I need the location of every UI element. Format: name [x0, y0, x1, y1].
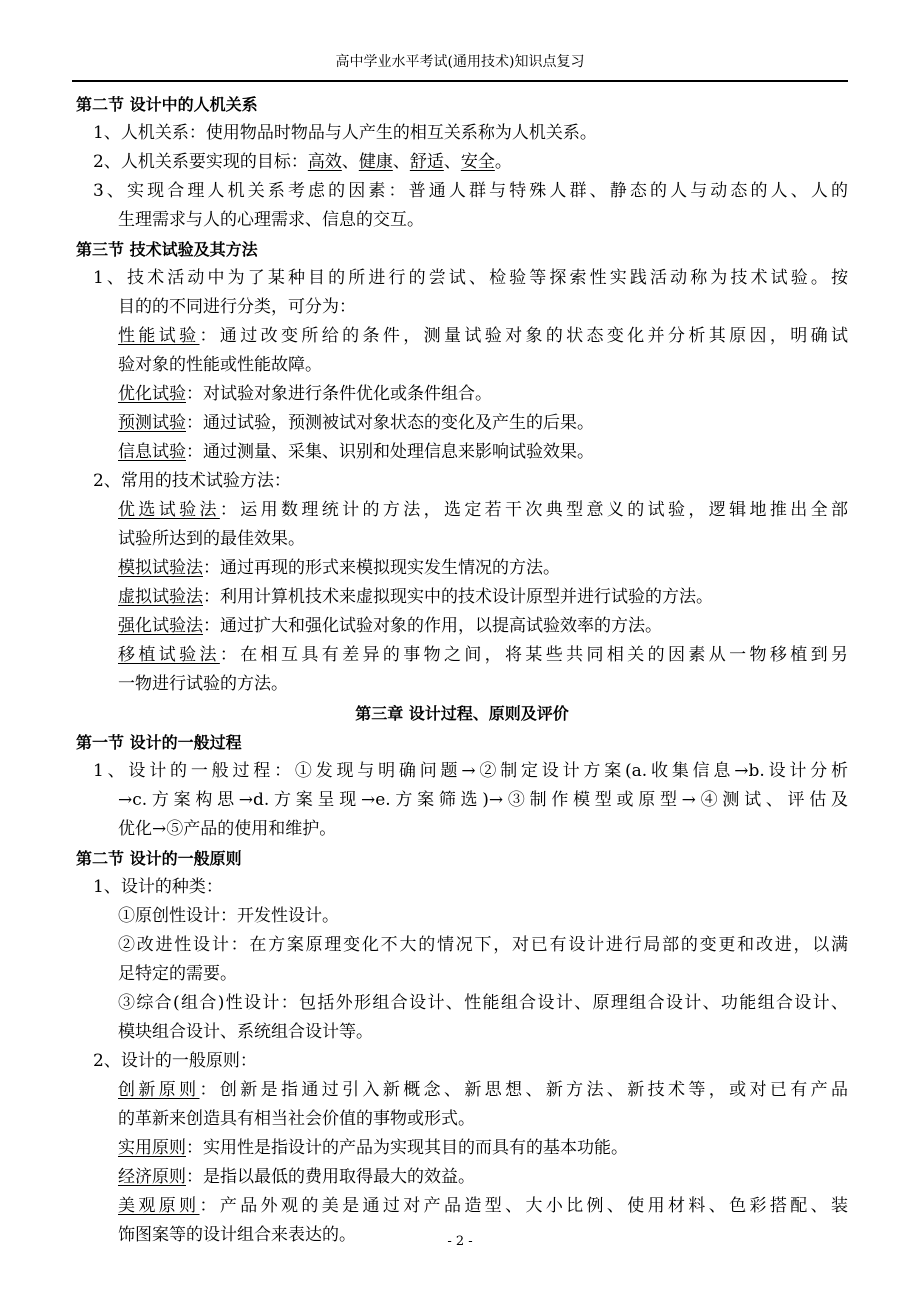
line-text: 1、技术活动中为了某种目的所进行的尝试、检验等探索性实践活动称为技术试验。按 — [93, 268, 848, 288]
text-line — [76, 206, 848, 235]
term-label: 性能试验 — [118, 326, 200, 346]
text-line — [76, 873, 848, 902]
line-text: 1、设计的种类： — [93, 877, 223, 897]
goal-term: 舒适 — [409, 152, 444, 172]
term-label: 模拟试验法 — [118, 558, 203, 578]
section-heading — [76, 235, 848, 264]
line-text: 目的的不同进行分类，可分为： — [118, 297, 356, 317]
text-line — [76, 148, 848, 177]
text-line — [76, 525, 848, 554]
goal-term: 高效 — [307, 152, 342, 172]
line-text: ②改进性设计：在方案原理变化不大的情况下，对已有设计进行局部的变更和改进，以满 — [118, 935, 848, 955]
document-body — [76, 90, 848, 1250]
text-line — [76, 322, 848, 351]
text-line — [76, 351, 848, 380]
punctuation: 。 — [494, 152, 512, 172]
term-label: 优选试验法 — [118, 500, 220, 520]
text-line — [76, 931, 848, 960]
line-text: 第三章 设计过程、原则及评价 — [355, 704, 569, 723]
running-header: 高中学业水平考试(通用技术)知识点复习 — [335, 54, 585, 70]
text-line — [76, 583, 848, 612]
punctuation: 、 — [341, 152, 359, 172]
text-line — [76, 264, 848, 293]
text-line — [76, 989, 848, 1018]
line-text: 第二节 设计中的人机关系 — [76, 95, 258, 114]
line-text: 3、实现合理人机关系考虑的因素：普通人群与特殊人群、静态的人与动态的人、人的 — [93, 181, 848, 201]
text-line — [76, 1192, 848, 1221]
text-line — [76, 554, 848, 583]
text-line — [76, 1047, 848, 1076]
line-text: 生理需求与人的心理需求、信息的交互。 — [118, 210, 424, 230]
line-text: ：通过扩大和强化试验对象的作用，以提高试验效率的方法。 — [203, 616, 662, 636]
term-label: 实用原则 — [118, 1138, 186, 1158]
section-heading — [76, 728, 848, 757]
section-heading — [76, 844, 848, 873]
line-text: 1、设计的一般过程：①发现与明确问题→②制定设计方案(a.收集信息→b.设计分析 — [93, 761, 848, 781]
text-line — [76, 119, 848, 148]
text-line — [76, 902, 848, 931]
term-label: 创新原则 — [118, 1080, 200, 1100]
line-text: 1、人机关系：使用物品时物品与人产生的相互关系称为人机关系。 — [93, 123, 597, 143]
line-text: 一物进行试验的方法。 — [118, 674, 288, 694]
text-line — [76, 1163, 848, 1192]
line-text: 第二节 设计的一般原则 — [76, 849, 242, 868]
text-line — [76, 960, 848, 989]
goal-term: 健康 — [358, 152, 393, 172]
line-text: 优化→⑤产品的使用和维护。 — [118, 819, 337, 839]
text-line — [76, 1076, 848, 1105]
term-label: 信息试验 — [118, 442, 186, 462]
line-text: ：是指以最低的费用取得最大的效益。 — [186, 1167, 475, 1187]
line-text: ：对试验对象进行条件优化或条件组合。 — [186, 384, 492, 404]
term-label: 虚拟试验法 — [118, 587, 203, 607]
line-text: ：在相互具有差异的事物之间，将某些共同相关的因素从一物移植到另 — [219, 645, 849, 665]
line-text: 足特定的需要。 — [118, 964, 237, 984]
text-line — [76, 496, 848, 525]
line-text: 第一节 设计的一般过程 — [76, 733, 242, 752]
line-text: ：通过改变所给的条件，测量试验对象的状态变化并分析其原因，明确试 — [199, 326, 849, 346]
goal-term: 安全 — [460, 152, 495, 172]
line-text: 2、常用的技术试验方法： — [93, 471, 291, 491]
line-text: 试验所达到的最佳效果。 — [118, 529, 305, 549]
line-text: ：产品外观的美是通过对产品造型、大小比例、使用材料、色彩搭配、装 — [199, 1196, 849, 1216]
text-line — [76, 641, 848, 670]
term-label: 移植试验法 — [118, 645, 220, 665]
page-number: - 2 - — [447, 1234, 473, 1249]
term-label: 美观原则 — [118, 1196, 200, 1216]
punctuation: 、 — [443, 152, 461, 172]
line-text: ：实用性是指设计的产品为实现其目的而具有的基本功能。 — [186, 1138, 628, 1158]
line-text: →c.方案构思→d.方案呈现→e.方案筛选)→③制作模型或原型→④测试、评估及 — [118, 790, 848, 810]
text-line — [76, 380, 848, 409]
term-label: 预测试验 — [118, 413, 186, 433]
line-text: ：创新是指通过引入新概念、新思想、新方法、新技术等，或对已有产品 — [199, 1080, 849, 1100]
line-text: ③综合(组合)性设计：包括外形组合设计、性能组合设计、原理组合设计、功能组合设计、 — [118, 993, 848, 1013]
text-line — [76, 438, 848, 467]
line-text: 的革新来创造具有相当社会价值的事物或形式。 — [118, 1109, 475, 1129]
line-text: 饰图案等的设计组合来表达的。 — [118, 1225, 356, 1245]
line-text: 验对象的性能或性能故障。 — [118, 355, 322, 375]
line-text: ：通过再现的形式来模拟现实发生情况的方法。 — [203, 558, 560, 578]
text-line — [76, 1105, 848, 1134]
text-line — [76, 757, 848, 786]
text-line — [76, 293, 848, 322]
punctuation: 、 — [392, 152, 410, 172]
line-text: 2、人机关系要实现的目标： — [93, 152, 308, 172]
text-line — [76, 1018, 848, 1047]
text-line — [76, 177, 848, 206]
line-text: ：运用数理统计的方法，选定若干次典型意义的试验，逻辑地推出全部 — [219, 500, 849, 520]
text-line — [76, 670, 848, 699]
line-text: ：通过测量、采集、识别和处理信息来影响试验效果。 — [186, 442, 594, 462]
section-heading — [76, 699, 848, 728]
section-heading — [76, 90, 848, 119]
text-line — [76, 815, 848, 844]
term-label: 强化试验法 — [118, 616, 203, 636]
line-text: 模块组合设计、系统组合设计等。 — [118, 1022, 373, 1042]
line-text: ①原创性设计：开发性设计。 — [118, 906, 339, 926]
line-text: 2、设计的一般原则： — [93, 1051, 257, 1071]
text-line — [76, 786, 848, 815]
text-line — [76, 467, 848, 496]
line-text: ：通过试验，预测被试对象状态的变化及产生的后果。 — [186, 413, 594, 433]
line-text: 第三节 技术试验及其方法 — [76, 240, 258, 259]
term-label: 优化试验 — [118, 384, 186, 404]
text-line — [76, 409, 848, 438]
text-line — [76, 612, 848, 641]
line-text: ：利用计算机技术来虚拟现实中的技术设计原型并进行试验的方法。 — [203, 587, 713, 607]
text-line — [76, 1134, 848, 1163]
header-divider — [72, 80, 848, 82]
term-label: 经济原则 — [118, 1167, 186, 1187]
